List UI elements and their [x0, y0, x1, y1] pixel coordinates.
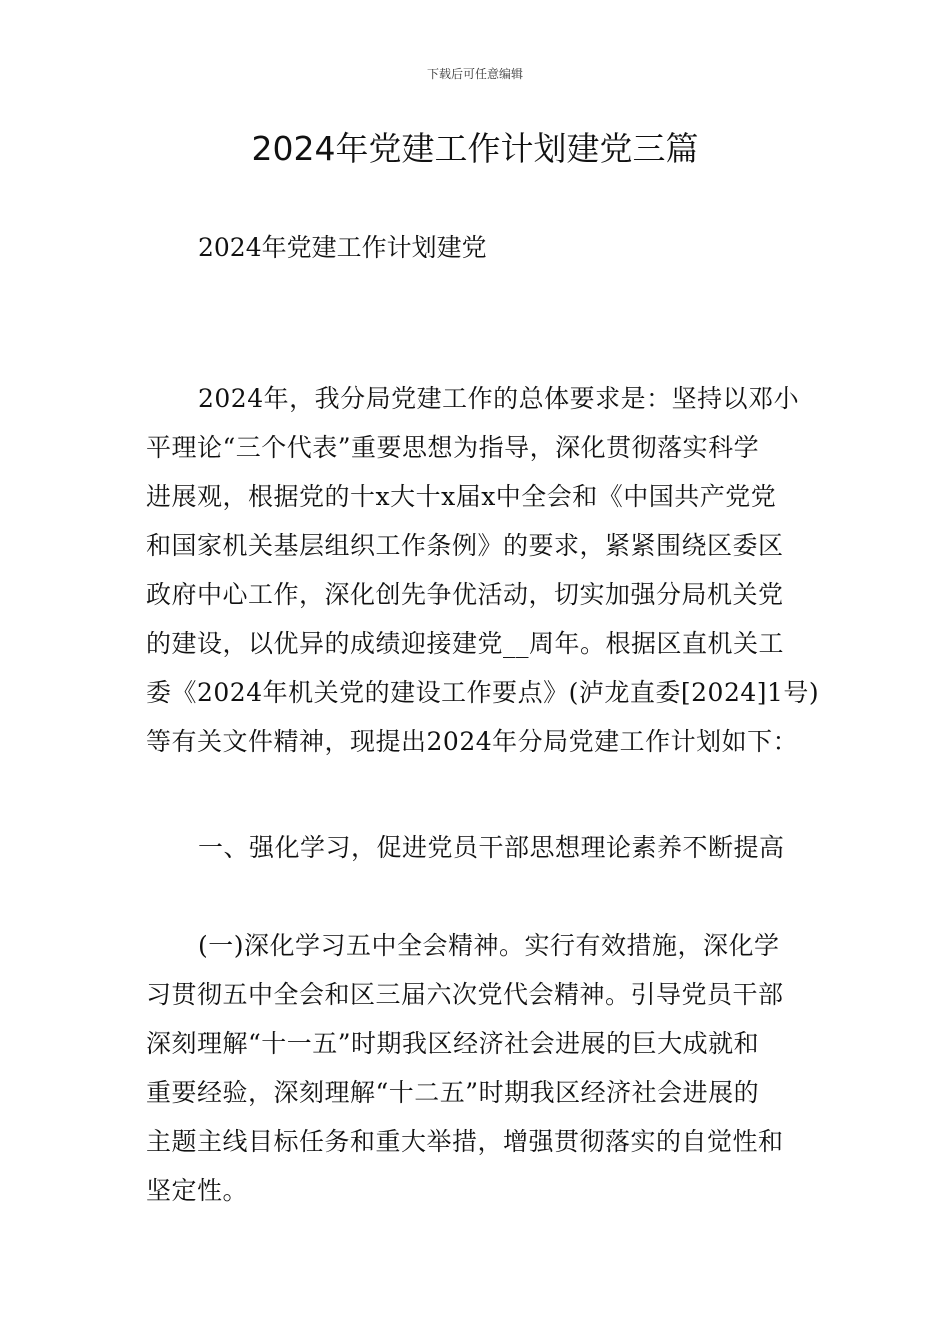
document-title: 2024年党建工作计划建党三篇: [251, 129, 699, 168]
paragraph-line: 的建设，以优异的成绩迎接建党__周年。根据区直机关工: [146, 629, 785, 658]
paragraph-line: 等有关文件精神，现提出2024年分局党建工作计划如下：: [146, 727, 799, 756]
document-subtitle: 2024年党建工作计划建党: [198, 233, 487, 262]
paragraph-line: 和国家机关基层组织工作条例》的要求，紧紧围绕区委区: [146, 531, 784, 560]
paragraph-line: 平理论“三个代表”重要思想为指导，深化贯彻落实科学: [146, 433, 760, 462]
paragraph-line: 坚定性。: [146, 1176, 249, 1205]
paragraph-2: [146, 921, 806, 1215]
paragraph-line: 习贯彻五中全会和区三届六次党代会精神。引导党员干部: [146, 980, 784, 1009]
paragraph-line: 进展观，根据党的十x大十x届x中全会和《中国共产党党: [146, 482, 777, 511]
paragraph-line: 委《2024年机关党的建设工作要点》(泸龙直委[2024]1号): [146, 678, 820, 707]
paragraph-line: 重要经验，深刻理解“十二五”时期我区经济社会进展的: [146, 1078, 760, 1107]
section-heading: 一、强化学习，促进党员干部思想理论素养不断提高: [198, 833, 785, 862]
paragraph-line: 政府中心工作，深化创先争优活动，切实加强分局机关党: [146, 580, 784, 609]
paragraph-1: [146, 374, 820, 766]
paragraph-line: 深刻理解“十一五”时期我区经济社会进展的巨大成就和: [146, 1029, 760, 1058]
paragraph-line: (一)深化学习五中全会精神。实行有效措施，深化学: [198, 931, 780, 960]
paragraph-line: 2024年，我分局党建工作的总体要求是：坚持以邓小: [198, 384, 800, 413]
header-note: 下载后可任意编辑: [426, 67, 523, 81]
paragraph-line: 主题主线目标任务和重大举措，增强贯彻落实的自觉性和: [146, 1127, 784, 1156]
